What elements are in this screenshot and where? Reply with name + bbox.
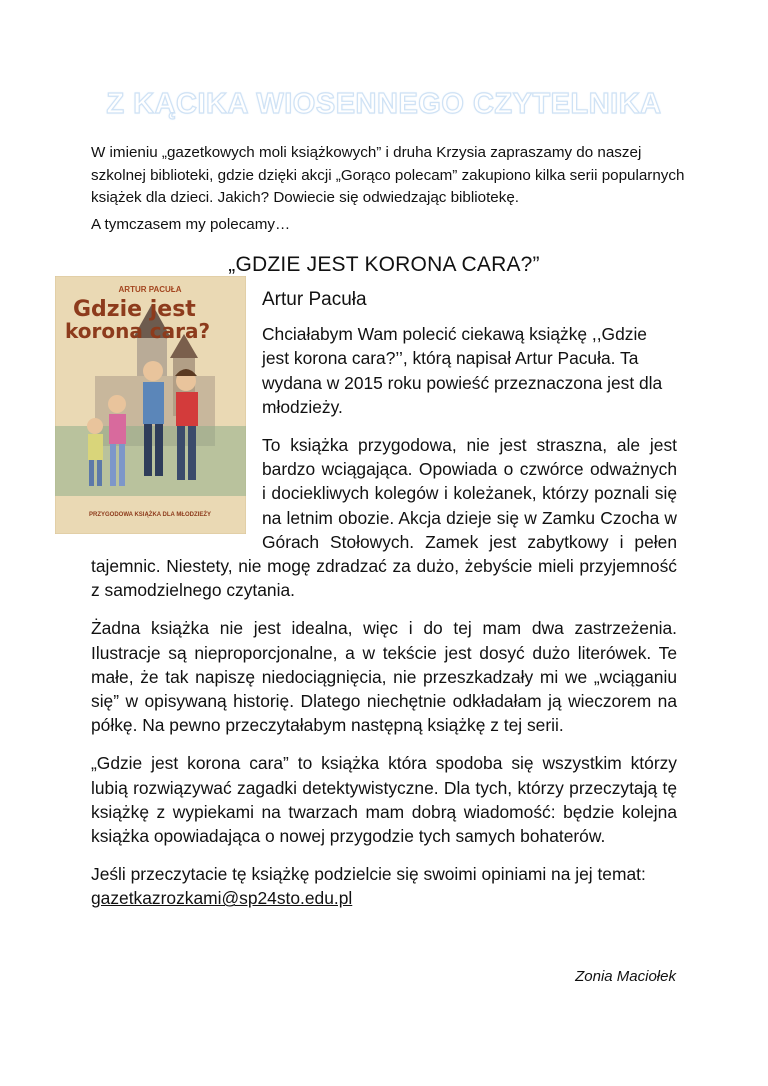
paragraph-5: Jeśli przeczytacie tę książkę podzielcie się swoimi opiniami na jej temat:: [91, 864, 646, 885]
article-body: [65, 284, 677, 911]
lead-text: A tymczasem my polecamy…: [91, 216, 291, 233]
author-signature: Zonia Maciołek: [575, 968, 676, 985]
paragraph-1: Chciałabym Wam polecić ciekawą książkę ,,Gdzie jest korona cara?’’, którą napisał Artur Pacuła. Ta wydana w 2015 roku powieść przeznaczona jest dla młodzieży.: [262, 324, 663, 417]
paragraph-2: To książka przygodowa, nie jest straszna, ale jest bardzo wciągająca. Opowiada o czwórce odważnych i dociekliwych kolegów i koleżanek, którzy poznali się na letnim obozie. Akcja dzieje się w Zamku Czocha w Górach Stołowych. Zamek jest zabytkowy i pełen tajemnic. Niestety, nie mogę zdradzać za dużo, żebyście mieli przyjemność z samodzielnego czytania.: [91, 435, 677, 601]
cover-title-line2: korona cara?: [65, 319, 211, 343]
cover-author: ARTUR PACUŁA: [118, 285, 182, 294]
book-cover-image: [55, 276, 246, 534]
paragraph-4: „Gdzie jest korona cara” to książka która spodoba się wszystkim którzy lubią rozwiązywać zagadki detektywistyczne. Dla tych, którzy przeczytają tę książkę z wypiekami na twarzach mam dobrą wiadomość: będzie kolejna książka opowiadająca o nowej przygodzie tych samych bohaterów.: [91, 753, 677, 847]
book-author: Artur Pacuła: [262, 289, 367, 310]
page-heading: Z KĄCIKA WIOSENNEGO CZYTELNIKA: [106, 88, 662, 120]
paragraph-3: Żadna książka nie jest idealna, więc i do tej mam dwa zastrzeżenia. Ilustracje są nieproporcjonalne, a w tekście jest dosyć dużo literówek. Te małe, że tak napiszę niedociągnięcia, nie przeszkadzały mi we „wciąganiu się” w opisywaną historię. Dlatego niechętnie odkładałam ją wieczorem na półkę. Na pewno przeczytałabym następną książkę z tej serii.: [91, 618, 677, 736]
email-link[interactable]: gazetkazrozkami@sp24sto.edu.pl: [91, 888, 353, 909]
intro-text: W imieniu „gazetkowych moli książkowych” i druha Krzysia zapraszamy do naszej szkolnej biblioteki, gdzie dzięki akcji „Gorąco polecam” zakupiono kilka serii popularnych książek dla dzieci. Jakich? Dowiecie się odwiedzając bibliotekę.: [91, 144, 685, 206]
book-title: „GDZIE JEST KORONA CARA?”: [228, 253, 540, 276]
cover-subtitle: PRZYGODOWA KSIĄŻKA DLA MŁODZIEŻY: [89, 512, 211, 518]
cover-title-line1: Gdzie jest: [73, 297, 196, 322]
